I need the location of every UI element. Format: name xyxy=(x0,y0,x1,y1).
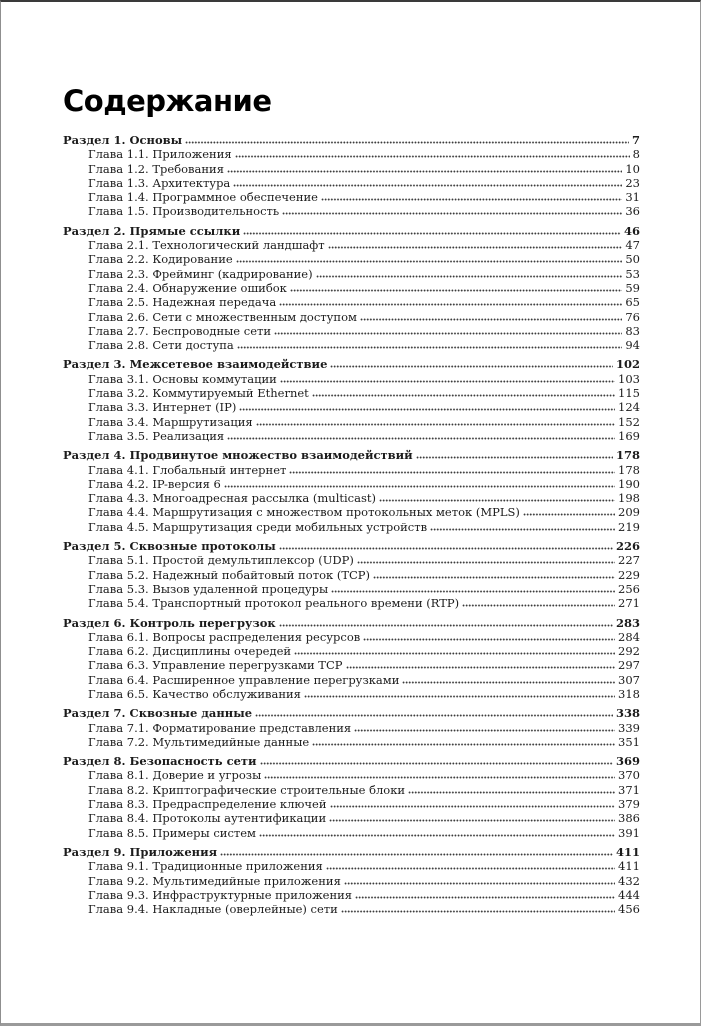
toc-entry-label: Глава 9.3. Инфраструктурные приложения xyxy=(88,887,353,902)
toc-chapter-entry[interactable] xyxy=(63,238,640,252)
toc-entry-page-number: 23 xyxy=(625,175,640,190)
toc-entry-label: Глава 6.4. Расширенное управление перегрузками xyxy=(88,672,400,687)
toc-chapter-entry[interactable] xyxy=(63,338,640,352)
toc-entry-page-number: 59 xyxy=(625,280,640,295)
toc-entry-label: Глава 5.2. Надежный побайтовый поток (TCP) xyxy=(88,567,371,582)
toc-entry-label: Глава 1.5. Производительность xyxy=(88,204,280,219)
toc-chapter-entry[interactable] xyxy=(63,568,640,582)
toc-section-entry[interactable] xyxy=(63,845,640,859)
dot-leader xyxy=(279,624,613,627)
dot-leader xyxy=(379,499,615,502)
toc-entry-page-number: 190 xyxy=(618,476,640,491)
dot-leader xyxy=(224,485,615,488)
dot-leader xyxy=(282,212,622,215)
dot-leader xyxy=(363,638,615,641)
dot-leader xyxy=(330,805,616,808)
toc-chapter-entry[interactable] xyxy=(63,463,640,477)
toc-entry-page-number: 50 xyxy=(625,252,640,267)
toc-chapter-entry[interactable] xyxy=(63,252,640,266)
toc-section-entry[interactable] xyxy=(63,539,640,553)
toc-entry-page-number: 229 xyxy=(618,567,640,582)
toc-entry-page-number: 444 xyxy=(618,887,640,902)
toc-entry-page-number: 209 xyxy=(618,505,640,520)
toc-chapter-entry[interactable] xyxy=(63,874,640,888)
toc-entry-label: Глава 3.4. Маршрутизация xyxy=(88,414,253,429)
dot-leader xyxy=(462,604,615,607)
toc-entry-page-number: 103 xyxy=(618,371,640,386)
dot-leader xyxy=(279,547,613,550)
toc-section-entry[interactable] xyxy=(63,357,640,371)
toc-entry-label: Глава 5.1. Простой демультиплексор (UDP) xyxy=(88,553,354,568)
toc-chapter-entry[interactable] xyxy=(63,735,640,749)
toc-entry-label: Глава 1.3. Архитектура xyxy=(88,175,231,190)
toc-entry-page-number: 271 xyxy=(618,596,640,611)
toc-chapter-entry[interactable] xyxy=(63,190,640,204)
dot-leader xyxy=(402,681,615,684)
toc-chapter-entry[interactable] xyxy=(63,902,640,916)
toc-entry-page-number: 115 xyxy=(618,386,640,401)
toc-chapter-entry[interactable] xyxy=(63,491,640,505)
dot-leader xyxy=(274,332,622,335)
dot-leader xyxy=(289,471,615,474)
toc-chapter-entry[interactable] xyxy=(63,400,640,414)
toc-entry-page-number: 178 xyxy=(615,448,640,463)
toc-chapter-entry[interactable] xyxy=(63,324,640,338)
dot-leader xyxy=(279,303,622,306)
toc-chapter-entry[interactable] xyxy=(63,797,640,811)
toc-entry-label: Глава 2.7. Беспроводные сети xyxy=(88,323,272,338)
toc-entry-page-number: 297 xyxy=(618,658,640,673)
toc-chapter-entry[interactable] xyxy=(63,826,640,840)
toc-entry-label: Глава 4.2. IP-версия 6 xyxy=(88,476,221,491)
dot-leader xyxy=(330,365,613,368)
toc-entry-page-number: 31 xyxy=(625,190,640,205)
dot-leader xyxy=(430,528,615,531)
toc-chapter-entry[interactable] xyxy=(63,596,640,610)
toc-entry-label: Глава 5.3. Вызов удаленной процедуры xyxy=(88,581,329,596)
toc-entry-label: Глава 3.2. Коммутируемый Ethernet xyxy=(88,386,309,401)
toc-section-entry[interactable] xyxy=(63,133,640,147)
dot-leader xyxy=(408,791,615,794)
dot-leader xyxy=(331,590,615,593)
dot-leader xyxy=(280,380,615,383)
toc-entry-label: Глава 2.6. Сети с множественным доступом xyxy=(88,309,357,324)
dot-leader xyxy=(329,819,615,822)
toc-entry-page-number: 256 xyxy=(618,581,640,596)
toc-entry-page-number: 283 xyxy=(615,615,640,630)
dot-leader xyxy=(304,695,615,698)
page-title: Содержание xyxy=(63,84,272,118)
toc-chapter-entry[interactable] xyxy=(63,673,640,687)
dot-leader xyxy=(312,394,615,397)
toc-section-entry[interactable] xyxy=(63,224,640,238)
toc-entry-page-number: 76 xyxy=(625,309,640,324)
toc-entry-page-number: 169 xyxy=(618,428,640,443)
toc-chapter-entry[interactable] xyxy=(63,415,640,429)
dot-leader xyxy=(355,896,615,899)
toc-section xyxy=(63,133,640,219)
toc-chapter-entry[interactable] xyxy=(63,687,640,701)
toc-entry-page-number: 53 xyxy=(625,266,640,281)
toc-chapter-entry[interactable] xyxy=(63,859,640,873)
dot-leader xyxy=(360,318,622,321)
toc-entry-label: Глава 2.1. Технологический ландшафт xyxy=(88,238,325,253)
toc-chapter-entry[interactable] xyxy=(63,505,640,519)
toc-section xyxy=(63,706,640,749)
toc-entry-page-number: 65 xyxy=(625,295,640,310)
toc-entry-label: Глава 7.2. Мультимедийные данные xyxy=(88,734,310,749)
toc-entry-page-number: 10 xyxy=(625,161,640,176)
toc-chapter-entry[interactable] xyxy=(63,477,640,491)
toc-entry-label: Глава 1.2. Требования xyxy=(88,161,224,176)
dot-leader xyxy=(260,762,613,765)
toc-entry-page-number: 351 xyxy=(618,734,640,749)
toc-entry-page-number: 178 xyxy=(618,462,640,477)
dot-leader xyxy=(416,456,613,459)
toc-chapter-entry[interactable] xyxy=(63,811,640,825)
dot-leader xyxy=(259,834,615,837)
toc-chapter-entry[interactable] xyxy=(63,386,640,400)
toc-entry-page-number: 36 xyxy=(625,204,640,219)
toc-entry-page-number: 7 xyxy=(631,133,640,147)
toc-chapter-entry[interactable] xyxy=(63,630,640,644)
toc-entry-page-number: 456 xyxy=(618,902,640,917)
toc-chapter-entry[interactable] xyxy=(63,644,640,658)
toc-chapter-entry[interactable] xyxy=(63,721,640,735)
toc-entry-label: Глава 5.4. Транспортный протокол реального времени (RTP) xyxy=(88,596,460,611)
toc-entry-label: Раздел 5. Сквозные протоколы xyxy=(63,539,276,554)
toc-section-entry[interactable] xyxy=(63,616,640,630)
toc-entry-page-number: 124 xyxy=(618,400,640,415)
dot-leader xyxy=(523,513,615,516)
toc-entry-label: Глава 4.4. Маршрутизация с множеством протокольных меток (MPLS) xyxy=(88,505,520,520)
toc-entry-label: Глава 3.1. Основы коммутации xyxy=(88,371,277,386)
toc-entry-page-number: 386 xyxy=(618,811,640,826)
toc-entry-label: Глава 9.4. Накладные (оверлейные) сети xyxy=(88,902,338,917)
toc-entry-label: Глава 8.4. Протоколы аутентификации xyxy=(88,811,327,826)
dot-leader xyxy=(346,666,616,669)
dot-leader xyxy=(185,141,629,144)
toc-section xyxy=(63,754,640,840)
toc-chapter-entry[interactable] xyxy=(63,429,640,443)
toc-entry-label: Глава 6.5. Качество обслуживания xyxy=(88,686,301,701)
toc-entry-label: Глава 1.1. Приложения xyxy=(88,147,232,162)
toc-entry-page-number: 94 xyxy=(625,338,640,353)
toc-entry-page-number: 47 xyxy=(625,238,640,253)
toc-entry-page-number: 432 xyxy=(618,873,640,888)
toc-chapter-entry[interactable] xyxy=(63,768,640,782)
toc-chapter-entry[interactable] xyxy=(63,281,640,295)
toc-entry-label: Глава 9.2. Мультимедийные приложения xyxy=(88,873,341,888)
toc-entry-label: Глава 2.8. Сети доступа xyxy=(88,338,234,353)
toc-chapter-entry[interactable] xyxy=(63,520,640,534)
toc-entry-page-number: 102 xyxy=(615,357,640,372)
toc-entry-label: Раздел 4. Продвинутое множество взаимодействий xyxy=(63,448,413,463)
dot-leader xyxy=(243,232,621,235)
toc-entry-label: Глава 4.5. Маршрутизация среди мобильных устройств xyxy=(88,519,428,534)
toc-entry-page-number: 369 xyxy=(615,754,640,769)
toc-entry-label: Глава 4.1. Глобальный интернет xyxy=(88,462,287,477)
toc-entry-page-number: 219 xyxy=(618,519,640,534)
toc-entry-page-number: 46 xyxy=(623,223,640,238)
toc-entry-label: Глава 6.1. Вопросы распределения ресурсов xyxy=(88,629,361,644)
toc-entry-page-number: 8 xyxy=(632,147,640,162)
toc-entry-label: Глава 8.1. Доверие и угрозы xyxy=(88,768,262,783)
toc-section-entry[interactable] xyxy=(63,448,640,462)
toc-entry-label: Глава 3.5. Реализация xyxy=(88,428,225,443)
toc-entry-label: Глава 2.4. Обнаружение ошибок xyxy=(88,280,287,295)
toc-entry-page-number: 227 xyxy=(618,553,640,568)
dot-leader xyxy=(354,729,615,732)
toc-entry-label: Раздел 9. Приложения xyxy=(63,844,218,859)
toc-entry-label: Раздел 8. Безопасность сети xyxy=(63,754,257,769)
dot-leader xyxy=(220,853,613,856)
toc-chapter-entry[interactable] xyxy=(63,372,640,386)
dot-leader xyxy=(239,408,615,411)
dot-leader xyxy=(235,155,630,158)
toc-entry-page-number: 411 xyxy=(618,859,640,874)
toc-section xyxy=(63,357,640,443)
toc-section-entry[interactable] xyxy=(63,754,640,768)
dot-leader xyxy=(316,275,623,278)
dot-leader xyxy=(326,867,615,870)
dot-leader xyxy=(227,170,622,173)
toc-entry-label: Глава 6.2. Дисциплины очередей xyxy=(88,644,292,659)
toc-entry-label: Глава 2.2. Кодирование xyxy=(88,252,233,267)
toc-chapter-entry[interactable] xyxy=(63,888,640,902)
toc-section-entry[interactable] xyxy=(63,706,640,720)
toc-entry-label: Глава 9.1. Традиционные приложения xyxy=(88,859,323,874)
toc-entry-page-number: 338 xyxy=(615,706,640,721)
dot-leader xyxy=(233,184,622,187)
toc-chapter-entry[interactable] xyxy=(63,658,640,672)
dot-leader xyxy=(290,289,623,292)
toc-chapter-entry[interactable] xyxy=(63,147,640,161)
dot-leader xyxy=(328,246,623,249)
toc-chapter-entry[interactable] xyxy=(63,267,640,281)
dot-leader xyxy=(237,346,623,349)
toc-entry-label: Раздел 3. Межсетевое взаимодействие xyxy=(63,357,328,372)
toc-entry-label: Глава 2.5. Надежная передача xyxy=(88,295,277,310)
toc-chapter-entry[interactable] xyxy=(63,553,640,567)
toc-chapter-entry[interactable] xyxy=(63,162,640,176)
toc-entry-page-number: 83 xyxy=(625,323,640,338)
toc-entry-label: Глава 3.3. Интернет (IP) xyxy=(88,400,237,415)
dot-leader xyxy=(344,882,615,885)
toc-entry-label: Глава 7.1. Форматирование представления xyxy=(88,720,352,735)
toc-entry-page-number: 284 xyxy=(618,629,640,644)
toc-chapter-entry[interactable] xyxy=(63,295,640,309)
dot-leader xyxy=(321,198,622,201)
toc-entry-page-number: 292 xyxy=(618,644,640,659)
toc-chapter-entry[interactable] xyxy=(63,176,640,190)
toc-entry-page-number: 339 xyxy=(618,720,640,735)
dot-leader xyxy=(256,423,615,426)
toc-entry-label: Глава 4.3. Многоадресная рассылка (multicast) xyxy=(88,491,376,506)
dot-leader xyxy=(264,776,615,779)
dot-leader xyxy=(294,652,615,655)
toc-entry-page-number: 371 xyxy=(618,782,640,797)
toc-entry-page-number: 318 xyxy=(618,686,640,701)
toc-entry-page-number: 379 xyxy=(618,797,640,812)
dot-leader xyxy=(357,561,615,564)
toc-entry-page-number: 391 xyxy=(618,825,640,840)
table-of-contents xyxy=(63,133,640,916)
toc-entry-page-number: 411 xyxy=(615,844,640,859)
toc-section xyxy=(63,539,640,610)
toc-entry-page-number: 307 xyxy=(618,672,640,687)
toc-entry-page-number: 198 xyxy=(618,491,640,506)
toc-entry-label: Глава 8.2. Криптографические строительные блоки xyxy=(88,782,406,797)
toc-entry-page-number: 370 xyxy=(618,768,640,783)
dot-leader xyxy=(227,437,615,440)
toc-section xyxy=(63,616,640,702)
toc-entry-label: Раздел 7. Сквозные данные xyxy=(63,706,253,721)
dot-leader xyxy=(312,743,615,746)
toc-chapter-entry[interactable] xyxy=(63,310,640,324)
toc-section xyxy=(63,224,640,353)
toc-chapter-entry[interactable] xyxy=(63,783,640,797)
toc-entry-label: Раздел 1. Основы xyxy=(63,133,183,147)
dot-leader xyxy=(236,260,623,263)
toc-entry-page-number: 226 xyxy=(615,539,640,554)
toc-entry-label: Глава 1.4. Программное обеспечение xyxy=(88,190,318,205)
toc-chapter-entry[interactable] xyxy=(63,582,640,596)
toc-entry-label: Глава 2.3. Фрейминг (кадрирование) xyxy=(88,266,313,281)
toc-entry-label: Раздел 2. Прямые ссылки xyxy=(63,223,241,238)
toc-chapter-entry[interactable] xyxy=(63,204,640,218)
toc-entry-label: Глава 8.3. Предраспределение ключей xyxy=(88,797,327,812)
dot-leader xyxy=(255,714,613,717)
dot-leader xyxy=(373,576,615,579)
toc-section xyxy=(63,845,640,916)
toc-entry-label: Глава 6.3. Управление перегрузками TCP xyxy=(88,658,343,673)
dot-leader xyxy=(341,910,615,913)
toc-entry-page-number: 152 xyxy=(618,414,640,429)
toc-entry-label: Глава 8.5. Примеры систем xyxy=(88,825,256,840)
toc-entry-label: Раздел 6. Контроль перегрузок xyxy=(63,615,276,630)
toc-section xyxy=(63,448,640,534)
